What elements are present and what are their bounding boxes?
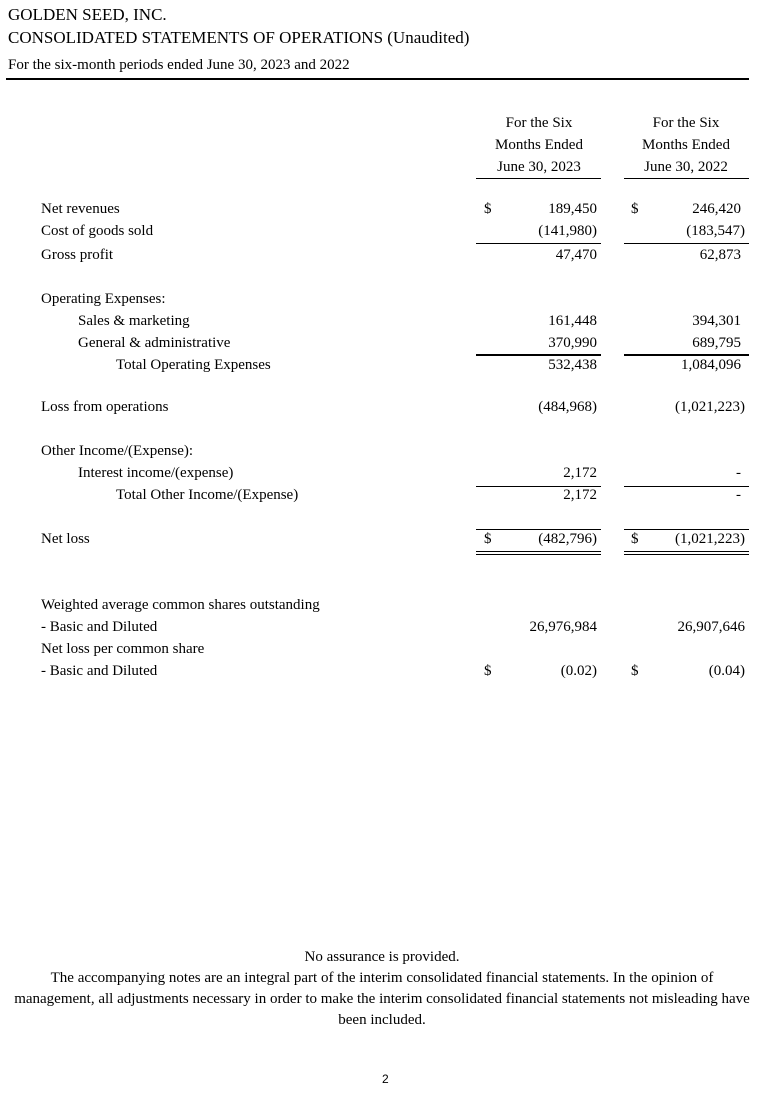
total-operating-expenses-2023: 532,438 (548, 357, 597, 373)
subtotal-rule (624, 354, 749, 356)
footer-notes (10, 947, 754, 1031)
shares-outstanding-2023: 26,976,984 (529, 619, 597, 635)
column-header-underline (624, 178, 749, 179)
row-label-total-operating-expenses: Total Operating Expenses (116, 357, 271, 373)
row-label-general-admin: General & administrative (78, 335, 231, 351)
column-header-2023 (477, 112, 601, 178)
column-header-line: Months Ended (495, 137, 583, 153)
column-header-underline (476, 178, 601, 179)
subtotal-rule (476, 243, 601, 244)
net-loss-top-rule (624, 529, 749, 530)
double-underline (476, 551, 601, 555)
row-label-gross-profit: Gross profit (41, 247, 114, 263)
shares-outstanding-2022: 26,907,646 (677, 619, 745, 635)
currency-symbol: $ (484, 531, 492, 547)
header-divider (6, 78, 749, 80)
row-label-net-revenues: Net revenues (41, 201, 120, 217)
cogs-2022: (183,547) (686, 223, 745, 239)
double-underline (624, 551, 749, 555)
currency-symbol: $ (484, 201, 492, 217)
row-label-net-loss: Net loss (41, 531, 90, 547)
currency-symbol: $ (631, 201, 639, 217)
column-header-line: Months Ended (642, 137, 730, 153)
currency-symbol: $ (484, 663, 492, 679)
subtotal-rule (624, 243, 749, 244)
row-label-sales-marketing: Sales & marketing (78, 313, 190, 329)
period-subtitle: For the six-month periods ended June 30, 2023 and 2022 (8, 57, 350, 73)
column-header-line: June 30, 2023 (497, 159, 581, 175)
general-admin-2023: 370,990 (548, 335, 597, 351)
row-label-total-other-income: Total Other Income/(Expense) (116, 487, 299, 503)
total-other-income-2022: - (736, 487, 741, 503)
row-label-weighted-average-shares: Weighted average common shares outstanding (41, 597, 320, 613)
section-operating-expenses: Operating Expenses: (41, 291, 166, 307)
row-label-loss-from-operations: Loss from operations (41, 399, 169, 415)
loss-from-operations-2022: (1,021,223) (675, 399, 745, 415)
subtotal-rule (476, 354, 601, 356)
gross-profit-2023: 47,470 (555, 247, 597, 263)
net-revenues-2023: 189,450 (548, 201, 597, 217)
total-operating-expenses-2022: 1,084,096 (681, 357, 741, 373)
row-label-cogs: Cost of goods sold (41, 223, 154, 239)
column-header-line: June 30, 2022 (644, 159, 728, 175)
eps-2022: (0.04) (708, 663, 745, 679)
gross-profit-2022: 62,873 (699, 247, 741, 263)
row-label-shares-basic-diluted: - Basic and Diluted (41, 619, 158, 635)
column-header-2022 (624, 112, 748, 178)
net-loss-2022: (1,021,223) (675, 531, 745, 547)
sales-marketing-2022: 394,301 (692, 313, 741, 329)
company-name: GOLDEN SEED, INC. (8, 5, 167, 24)
column-header-line: For the Six (505, 115, 573, 131)
interest-2023: 2,172 (563, 465, 597, 481)
currency-symbol: $ (631, 531, 639, 547)
interest-2022: - (736, 465, 741, 481)
general-admin-2022: 689,795 (692, 335, 741, 351)
total-other-income-2023: 2,172 (563, 487, 597, 503)
net-loss-2023: (482,796) (538, 531, 597, 547)
row-label-eps-basic-diluted: - Basic and Diluted (41, 663, 158, 679)
footer-assurance-line: No assurance is provided. (304, 949, 460, 965)
net-revenues-2022: 246,420 (692, 201, 741, 217)
loss-from-operations-2023: (484,968) (538, 399, 597, 415)
currency-symbol: $ (631, 663, 639, 679)
cogs-2023: (141,980) (538, 223, 597, 239)
sales-marketing-2023: 161,448 (548, 313, 597, 329)
eps-2023: (0.02) (560, 663, 597, 679)
footer-notes-paragraph: The accompanying notes are an integral part of the interim consolidated financial statements. In the opinion of management, all adjustments necessary in order to make the interim consolidated financial statements not misleading have been included. (14, 970, 750, 1028)
section-other-income: Other Income/(Expense): (41, 443, 194, 459)
row-label-net-loss-per-share: Net loss per common share (41, 641, 205, 657)
net-loss-top-rule (476, 529, 601, 530)
page-number: 2 (382, 1072, 389, 1086)
statement-title: CONSOLIDATED STATEMENTS OF OPERATIONS (Unaudited) (8, 28, 470, 47)
row-label-interest: Interest income/(expense) (78, 465, 234, 481)
column-header-line: For the Six (652, 115, 720, 131)
